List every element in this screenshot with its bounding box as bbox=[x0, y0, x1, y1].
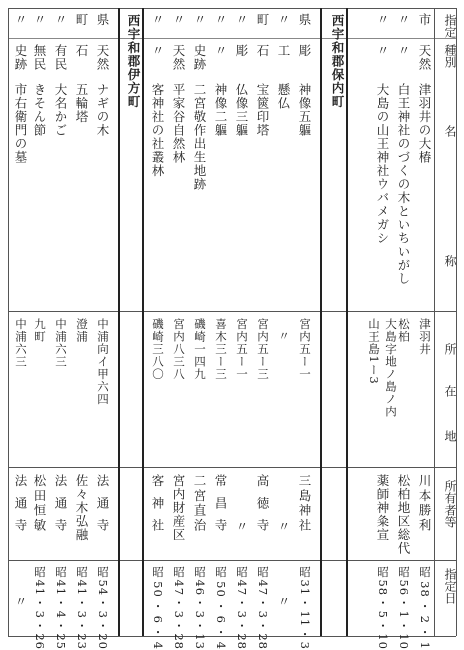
row-1-owner: 松柏地区総代 bbox=[396, 474, 411, 555]
row-13-location: 中浦六三 bbox=[54, 318, 68, 368]
row-9-name: 平家谷自然林 bbox=[171, 83, 186, 164]
table-rule-h bbox=[8, 560, 456, 561]
row-7-type: 〃 bbox=[213, 44, 228, 58]
row-15-name: 市右衛門の墓 bbox=[13, 83, 28, 164]
row-12-owner: 佐々木弘融 bbox=[74, 474, 89, 542]
header-name-1: 名 bbox=[443, 125, 457, 137]
row-10-name: 客神社の社叢林 bbox=[150, 83, 165, 178]
row-8-type: 史跡 bbox=[192, 44, 207, 71]
row-8-date: 昭46・3・13 bbox=[193, 566, 207, 650]
row-9-location: 宮内八三八 bbox=[172, 318, 186, 381]
row-3-type: 彫 bbox=[297, 44, 312, 58]
row-2-date: 昭58・5・10 bbox=[376, 566, 390, 650]
row-15-owner: 法通寺 bbox=[13, 474, 28, 532]
row-10-designation: 〃 bbox=[150, 13, 165, 27]
row-11-type: 天然 bbox=[95, 44, 110, 71]
header-owner: 所有者等 bbox=[443, 480, 457, 528]
row-6-name: 仏像三軀 bbox=[234, 83, 249, 137]
row-15-designation: 〃 bbox=[13, 13, 28, 27]
row-4-owner: 〃 bbox=[276, 520, 291, 534]
table-rule-v bbox=[8, 8, 9, 636]
row-6-date: 昭47・3・28 bbox=[235, 566, 249, 650]
row-15-location: 中浦六三 bbox=[14, 318, 28, 368]
row-5-owner: 高徳寺 bbox=[255, 474, 270, 532]
row-2-type: 〃 bbox=[375, 44, 390, 58]
row-3-designation: 県 bbox=[297, 13, 312, 27]
header-location-3: 地 bbox=[443, 430, 457, 442]
row-0-type: 天然 bbox=[417, 44, 432, 71]
row-0-designation: 市 bbox=[417, 13, 432, 27]
row-5-designation: 町 bbox=[255, 13, 270, 27]
table-rule-v bbox=[434, 8, 435, 636]
row-12-designation: 町 bbox=[74, 13, 89, 27]
row-9-owner: 宮内財産区 bbox=[171, 474, 186, 542]
row-1-name: 白王神社のづくの木といちいがし bbox=[396, 83, 411, 286]
row-8-designation: 〃 bbox=[192, 13, 207, 27]
table-rule-v bbox=[142, 8, 144, 636]
row-4-type: 工 bbox=[276, 44, 291, 58]
table-rule-h bbox=[8, 467, 456, 468]
row-11-name: ナギの木 bbox=[95, 83, 110, 137]
row-14-location: 九町 bbox=[33, 318, 47, 343]
row-4-designation: 〃 bbox=[276, 13, 291, 27]
table-rule-h bbox=[8, 8, 456, 9]
table-rule-v bbox=[346, 8, 348, 636]
row-2-owner: 薬師神粂宣 bbox=[375, 474, 390, 542]
row-14-designation: 〃 bbox=[32, 13, 47, 27]
row-11-owner: 法通寺 bbox=[95, 474, 110, 532]
row-5-date: 昭47・3・28 bbox=[256, 566, 270, 650]
table-rule-v bbox=[320, 8, 322, 636]
row-12-type: 石 bbox=[74, 44, 89, 58]
row-5-name: 宝篋印塔 bbox=[255, 83, 270, 137]
row-4-location: 〃 bbox=[277, 330, 291, 343]
row-14-date: 昭41・3・26 bbox=[33, 566, 47, 650]
row-7-name: 神像二軀 bbox=[213, 83, 228, 137]
header-location-2: 在 bbox=[443, 385, 457, 397]
row-3-location: 宮内五ー一 bbox=[298, 318, 312, 381]
row-7-owner: 常昌寺 bbox=[213, 474, 228, 532]
row-12-location: 澄浦 bbox=[75, 318, 89, 343]
row-6-owner: 〃 bbox=[234, 520, 249, 534]
row-4-name: 懸仏 bbox=[276, 83, 291, 110]
district-ikata: 西宇和郡伊方町 bbox=[126, 14, 141, 109]
row-9-date: 昭47・3・28 bbox=[172, 566, 186, 650]
header-designation: 指定 bbox=[443, 14, 457, 38]
table-rule-h bbox=[8, 311, 456, 312]
row-1-designation: 〃 bbox=[396, 13, 411, 27]
header-type: 種別 bbox=[443, 44, 457, 68]
row-6-location: 宮内五ー一 bbox=[235, 318, 249, 381]
row-14-owner: 松田恒敏 bbox=[32, 474, 47, 532]
table-rule-v bbox=[118, 8, 120, 636]
row-0-name: 津羽井の大椿 bbox=[417, 83, 432, 164]
row-13-type: 有民 bbox=[53, 44, 68, 71]
row-7-location: 喜木三ー三 bbox=[214, 318, 228, 381]
row-14-type: 無民 bbox=[32, 44, 47, 71]
row-1-location: 松柏 bbox=[397, 318, 411, 343]
row-13-name: 大名かご bbox=[53, 83, 68, 137]
row-10-date: 昭50・6・4 bbox=[151, 566, 165, 650]
row-9-type: 天然 bbox=[171, 44, 186, 71]
row-14-name: きそん節 bbox=[32, 83, 47, 137]
row-12-name: 五輪塔 bbox=[74, 83, 89, 124]
row-6-type: 彫 bbox=[234, 44, 249, 58]
row-3-name: 神像五軀 bbox=[297, 83, 312, 137]
row-1-date: 昭56・1・10 bbox=[397, 566, 411, 650]
row-13-date: 昭41・4・25 bbox=[54, 566, 68, 650]
table-rule-v bbox=[456, 8, 457, 636]
row-13-owner: 法通寺 bbox=[53, 474, 68, 532]
row-5-location: 宮内五ー三 bbox=[256, 318, 270, 381]
row-7-date: 昭50・6・4 bbox=[214, 566, 228, 650]
row-15-type: 史跡 bbox=[13, 44, 28, 71]
row-4-date: 〃 bbox=[276, 595, 291, 609]
header-location-1: 所 bbox=[443, 343, 457, 355]
row-2-location: 大島字地ノ島ノ内 山王島1ー3 bbox=[367, 318, 398, 418]
district-hoshi: 西宇和郡保内町 bbox=[330, 14, 345, 109]
table-rule-h bbox=[8, 38, 456, 39]
row-11-date: 昭54・3・20 bbox=[96, 566, 110, 650]
row-5-type: 石 bbox=[255, 44, 270, 58]
row-8-location: 磯崎一四九 bbox=[193, 318, 207, 381]
row-10-location: 磯崎三八〇 bbox=[151, 318, 165, 381]
row-8-owner: 二宮直治 bbox=[192, 474, 207, 532]
row-1-type: 〃 bbox=[396, 44, 411, 58]
row-10-owner: 客神社 bbox=[150, 474, 165, 532]
row-11-location: 中浦向イ甲六四 bbox=[96, 318, 110, 406]
row-8-name: 二宮敬作出生地跡 bbox=[192, 83, 207, 191]
row-2-name: 大島の山王神社ウバメガシ bbox=[375, 83, 390, 245]
header-name-2: 称 bbox=[443, 255, 457, 267]
header-date: 指定日 bbox=[443, 568, 457, 604]
row-11-designation: 県 bbox=[95, 13, 110, 27]
row-3-owner: 三島神社 bbox=[297, 474, 312, 532]
row-0-owner: 川本勝利 bbox=[417, 474, 432, 532]
row-13-designation: 〃 bbox=[53, 13, 68, 27]
row-3-date: 昭31・11・3 bbox=[298, 566, 312, 650]
row-2-designation: 〃 bbox=[375, 13, 390, 27]
row-9-designation: 〃 bbox=[171, 13, 186, 27]
row-15-date: 〃 bbox=[13, 595, 28, 609]
row-6-designation: 〃 bbox=[234, 13, 249, 27]
row-7-designation: 〃 bbox=[213, 13, 228, 27]
row-0-location: 津羽井 bbox=[418, 318, 432, 356]
row-0-date: 昭38・2・1 bbox=[418, 566, 432, 650]
row-10-type: 〃 bbox=[150, 44, 165, 58]
row-12-date: 昭41・3・23 bbox=[75, 566, 89, 650]
